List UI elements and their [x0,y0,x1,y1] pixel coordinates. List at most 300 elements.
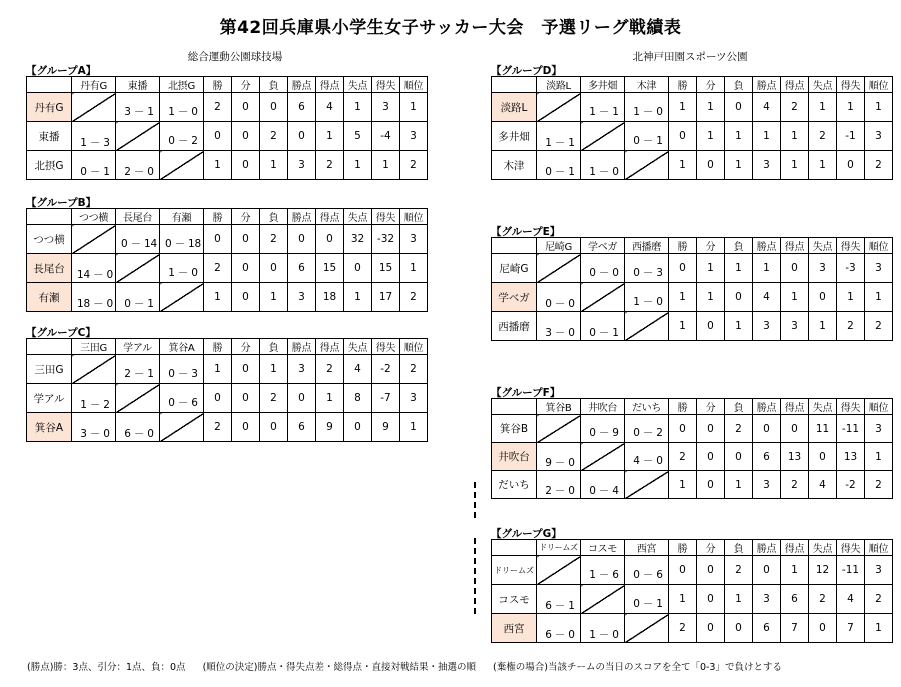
stat-value: 2 [865,151,893,180]
header-stat: 順位 [865,540,893,556]
header-stat: 負 [260,209,288,225]
stat-value: 1 [725,585,753,614]
match-score [537,471,581,499]
match-score-text: 3 － 1 [124,105,154,118]
stat-value: 5 [344,122,372,151]
stat-value: -3 [837,254,865,283]
header-opponent: ドリームズ [537,540,581,556]
stat-value: 1 [697,122,725,151]
stat-value: 3 [400,122,428,151]
self-match-cell [160,283,204,312]
stat-value: 0 [232,254,260,283]
stat-value: 2 [809,585,837,614]
stat-value: 0 [781,254,809,283]
stat-value: 2 [781,471,809,499]
stat-value: 1 [204,283,232,312]
stat-value: 1 [809,151,837,180]
stat-value: 13 [781,443,809,471]
stat-value: 3 [288,355,316,384]
stat-value: 2 [204,93,232,122]
team-name: 箕谷A [27,413,72,442]
header-stat: 分 [697,399,725,415]
stat-value: 0 [232,225,260,254]
self-match-cell [72,225,116,254]
group-label: 【グループF】 [491,387,561,399]
stat-value: 1 [809,93,837,122]
header-stat: 失点 [809,399,837,415]
stat-value: -2 [372,355,400,384]
stat-value: 1 [865,443,893,471]
stat-value: 1 [669,151,697,180]
team-row [492,122,893,151]
stat-value: 1 [781,556,809,585]
header-blank [27,77,72,93]
stat-value: 6 [781,585,809,614]
stat-value: 1 [865,283,893,312]
stat-value: 3 [809,254,837,283]
header-opponent: 有瀬 [160,209,204,225]
stat-value: 2 [809,122,837,151]
stat-value: 13 [837,443,865,471]
match-score-text: 1 － 0 [168,105,198,118]
header-stat: 分 [232,339,260,355]
stat-value: 1 [697,283,725,312]
team-row [27,355,428,384]
match-score-text: 0 － 6 [633,568,663,581]
header-stat: 勝 [669,399,697,415]
stat-value: 0 [669,556,697,585]
match-score [581,254,625,283]
self-match-cell [537,254,581,283]
league-table [491,398,893,499]
team-name: 北摂G [27,151,72,180]
match-score [160,225,204,254]
stat-value: 0 [753,415,781,443]
header-opponent: つつ横 [72,209,116,225]
stat-value: 1 [344,93,372,122]
stat-value: 1 [316,122,344,151]
header-opponent: 長尾台 [116,209,160,225]
self-match-cell [537,415,581,443]
self-match-cell [625,151,669,180]
group-label: 【グループA】 [26,65,97,77]
match-score-text: 6 － 0 [124,427,154,440]
stat-value: 2 [400,355,428,384]
match-score-text: 1 － 1 [545,136,575,149]
stat-value: 2 [260,122,288,151]
stat-value: -4 [372,122,400,151]
stat-value: -32 [372,225,400,254]
match-score-text: 1 － 0 [168,266,198,279]
stat-value: 2 [837,312,865,341]
group-label: 【グループE】 [491,226,561,238]
stat-value: 2 [669,614,697,643]
stat-value: 0 [697,556,725,585]
stat-value: 0 [669,254,697,283]
stat-value: 4 [837,585,865,614]
stat-value: 0 [809,614,837,643]
header-stat: 勝 [204,77,232,93]
match-score-text: 1 － 0 [633,105,663,118]
match-score-text: 1 － 1 [589,105,619,118]
stat-value: 0 [344,413,372,442]
stat-value: 9 [316,413,344,442]
match-score [537,614,581,643]
team-name: 多井畑 [492,122,537,151]
stat-value: 1 [669,93,697,122]
stat-value: -11 [837,556,865,585]
stat-value: 0 [260,413,288,442]
match-score-text: 0 － 6 [168,396,198,409]
header-stat: 順位 [400,339,428,355]
match-score-text: 0 － 2 [168,134,198,147]
stat-value: 0 [697,312,725,341]
stat-value: 0 [809,283,837,312]
stat-value: 2 [316,355,344,384]
stat-value: 3 [753,585,781,614]
stat-value: 1 [204,151,232,180]
stat-value: 9 [372,413,400,442]
match-score-text: 1 － 0 [633,295,663,308]
match-score [116,225,160,254]
team-row [27,122,428,151]
stat-value: 1 [400,254,428,283]
match-score [160,93,204,122]
header-stat: 失点 [344,339,372,355]
stat-value: 0 [669,122,697,151]
match-score-text: 18 － 0 [76,297,114,310]
stat-value: 0 [288,384,316,413]
team-row [492,471,893,499]
stat-value: 1 [865,614,893,643]
stat-value: 1 [669,312,697,341]
header-stat: 勝点 [288,209,316,225]
match-score [625,585,669,614]
match-score-text: 2 － 0 [545,485,575,497]
stat-value: 4 [753,283,781,312]
match-score [537,283,581,312]
match-score-text: 0 － 9 [589,427,619,439]
header-opponent: 井吹台 [581,399,625,415]
stat-value: 3 [753,471,781,499]
stat-value: 1 [837,283,865,312]
stat-value: 3 [865,556,893,585]
header-opponent: 尼崎G [537,238,581,254]
match-score [160,355,204,384]
stat-value: 0 [232,413,260,442]
stat-value: 2 [316,151,344,180]
match-score-text: 0 － 0 [545,297,575,310]
self-match-cell [160,413,204,442]
header-stat: 勝点 [753,77,781,93]
stat-value: 17 [372,283,400,312]
team-row [492,614,893,643]
header-blank [27,339,72,355]
match-score [625,93,669,122]
stat-value: 2 [669,443,697,471]
stat-value: 2 [865,471,893,499]
team-row [27,384,428,413]
stat-value: 0 [204,384,232,413]
stat-value: 3 [753,312,781,341]
footer-forfeit: (棄権の場合)当該チームの当日のスコアを全て「0-3」で負けとする [493,662,782,673]
stat-value: 4 [316,93,344,122]
stat-value: 0 [232,283,260,312]
header-stat: 得点 [316,339,344,355]
header-stat: 得点 [316,209,344,225]
header-stat: 得点 [781,399,809,415]
match-score [625,254,669,283]
header-blank [492,238,537,254]
match-score-text: 0 － 1 [633,597,663,610]
header-stat: 勝 [669,540,697,556]
page-title: 第42回兵庫県小学生女子サッカー大会 予選リーグ戦績表 [219,18,682,38]
header-stat: 順位 [865,399,893,415]
team-row [27,151,428,180]
stat-value: 1 [372,151,400,180]
header-stat: 負 [725,399,753,415]
stat-value: 1 [725,122,753,151]
header-opponent: 淡路L [537,77,581,93]
team-row [492,443,893,471]
team-name: 西播磨 [492,312,537,341]
match-score-text: 1 － 2 [80,398,110,411]
match-score [625,443,669,471]
header-blank [492,399,537,415]
match-score [581,312,625,341]
match-score [72,283,116,312]
header-stat: 分 [697,238,725,254]
header-stat: 得失 [372,77,400,93]
match-score [537,122,581,151]
stat-value: -11 [837,415,865,443]
header-stat: 勝点 [753,540,781,556]
stat-value: 1 [725,312,753,341]
stat-value: 0 [697,443,725,471]
stat-value: 1 [669,585,697,614]
stat-value: 1 [725,471,753,499]
match-score-text: 0 － 18 [164,237,202,250]
team-name: 長尾台 [27,254,72,283]
stat-value: 0 [697,471,725,499]
match-score [72,122,116,151]
stat-value: 3 [288,283,316,312]
stat-value: 32 [344,225,372,254]
self-match-cell [625,471,669,499]
header-stat: 勝点 [288,339,316,355]
stat-value: 1 [669,471,697,499]
stat-value: 1 [809,312,837,341]
match-score [72,151,116,180]
stat-value: 2 [725,415,753,443]
stat-value: 0 [232,122,260,151]
header-opponent: だいち [625,399,669,415]
team-name: 学アル [27,384,72,413]
match-score-text: 3 － 0 [80,427,110,440]
header-opponent: 学アル [116,339,160,355]
stat-value: 1 [753,254,781,283]
stat-value: 0 [697,415,725,443]
match-score-text: 14 － 0 [76,268,114,281]
bracket-line-g [474,538,476,614]
venue-left: 総合運動公園球技場 [187,51,283,63]
match-score [581,415,625,443]
league-table [26,338,428,442]
match-score-text: 9 － 0 [545,457,575,469]
stat-value: 7 [781,614,809,643]
stat-value: 1 [697,254,725,283]
match-score [72,384,116,413]
stat-value: 3 [753,151,781,180]
match-score [625,415,669,443]
team-name: 木津 [492,151,537,180]
match-score [625,283,669,312]
team-name: 学ベガ [492,283,537,312]
stat-value: 3 [372,93,400,122]
header-opponent: 三田G [72,339,116,355]
stat-value: 0 [344,254,372,283]
stat-value: -2 [837,471,865,499]
team-name: 東播 [27,122,72,151]
header-stat: 順位 [400,209,428,225]
match-score-text: 0 － 2 [633,427,663,439]
group-label: 【グループG】 [491,528,562,540]
team-name: ドリームズ [492,556,537,585]
stat-value: 7 [837,614,865,643]
self-match-cell [116,254,160,283]
self-match-cell [581,443,625,471]
match-score [116,355,160,384]
match-score-text: 4 － 0 [633,455,663,467]
footer-points: (勝点)勝：3点、引分：1点、負：0点 [27,662,186,673]
stat-value: 1 [260,355,288,384]
footer-notes [27,659,796,673]
match-score [537,443,581,471]
team-name: 井吹台 [492,443,537,471]
stat-value: 3 [400,225,428,254]
stat-value: 0 [809,443,837,471]
header-opponent: 箕谷B [537,399,581,415]
stat-value: 1 [781,122,809,151]
header-stat: 負 [725,540,753,556]
self-match-cell [625,312,669,341]
match-score [116,151,160,180]
stat-value: 6 [288,254,316,283]
match-score-text: 1 － 6 [589,568,619,581]
match-score-text: 0 － 1 [545,165,575,178]
header-stat: 負 [725,77,753,93]
stat-value: -7 [372,384,400,413]
league-table [491,237,893,341]
self-match-cell [625,614,669,643]
team-row [27,254,428,283]
header-stat: 得点 [781,77,809,93]
team-row [492,312,893,341]
match-score-text: 2 － 1 [124,367,154,380]
stat-value: 0 [781,415,809,443]
stat-value: 12 [809,556,837,585]
header-stat: 勝点 [288,77,316,93]
header-stat: 分 [697,540,725,556]
match-score-text: 2 － 0 [124,165,154,178]
team-row [27,225,428,254]
stat-value: 0 [232,355,260,384]
stat-value: 3 [865,415,893,443]
header-blank [492,540,537,556]
match-score-text: 0 － 0 [589,266,619,279]
header-opponent: 学ベガ [581,238,625,254]
league-table [26,76,428,180]
self-match-cell [116,384,160,413]
team-name: コスモ [492,585,537,614]
team-row [27,413,428,442]
stat-value: 2 [865,585,893,614]
header-stat: 失点 [344,209,372,225]
stat-value: 1 [260,151,288,180]
stat-value: 11 [809,415,837,443]
self-match-cell [72,355,116,384]
stat-value: 1 [725,254,753,283]
match-score-text: 6 － 0 [545,628,575,641]
match-score [116,283,160,312]
stat-value: 2 [260,225,288,254]
stat-value: 1 [400,413,428,442]
stat-value: 0 [837,151,865,180]
match-score-text: 6 － 1 [545,599,575,612]
match-score [160,384,204,413]
league-table [491,539,893,643]
match-score [72,254,116,283]
match-score [72,413,116,442]
match-score [160,254,204,283]
header-stat: 勝点 [753,399,781,415]
stat-value: 0 [725,443,753,471]
stat-value: 18 [316,283,344,312]
match-score-text: 0 － 1 [80,165,110,178]
team-row [27,93,428,122]
header-opponent: 東播 [116,77,160,93]
team-name: 丹有G [27,93,72,122]
team-name: 三田G [27,355,72,384]
match-score [581,93,625,122]
stat-value: 15 [372,254,400,283]
league-table [26,208,428,312]
team-name: 西宮 [492,614,537,643]
self-match-cell [72,93,116,122]
stat-value: 0 [260,254,288,283]
match-score [625,556,669,585]
self-match-cell [581,585,625,614]
match-score-text: 0 － 3 [168,367,198,380]
stat-value: 0 [669,415,697,443]
self-match-cell [537,556,581,585]
stat-value: 2 [781,93,809,122]
group-label: 【グループC】 [26,327,96,339]
stat-value: 0 [232,151,260,180]
stat-value: 2 [204,413,232,442]
stat-value: 0 [697,614,725,643]
stat-value: 0 [232,384,260,413]
stat-value: 2 [725,556,753,585]
header-opponent: コスモ [581,540,625,556]
header-opponent: 木津 [625,77,669,93]
stat-value: 0 [725,614,753,643]
stat-value: 6 [753,614,781,643]
header-stat: 得点 [781,540,809,556]
header-stat: 得失 [837,540,865,556]
stat-value: 0 [288,225,316,254]
stat-value: 4 [753,93,781,122]
